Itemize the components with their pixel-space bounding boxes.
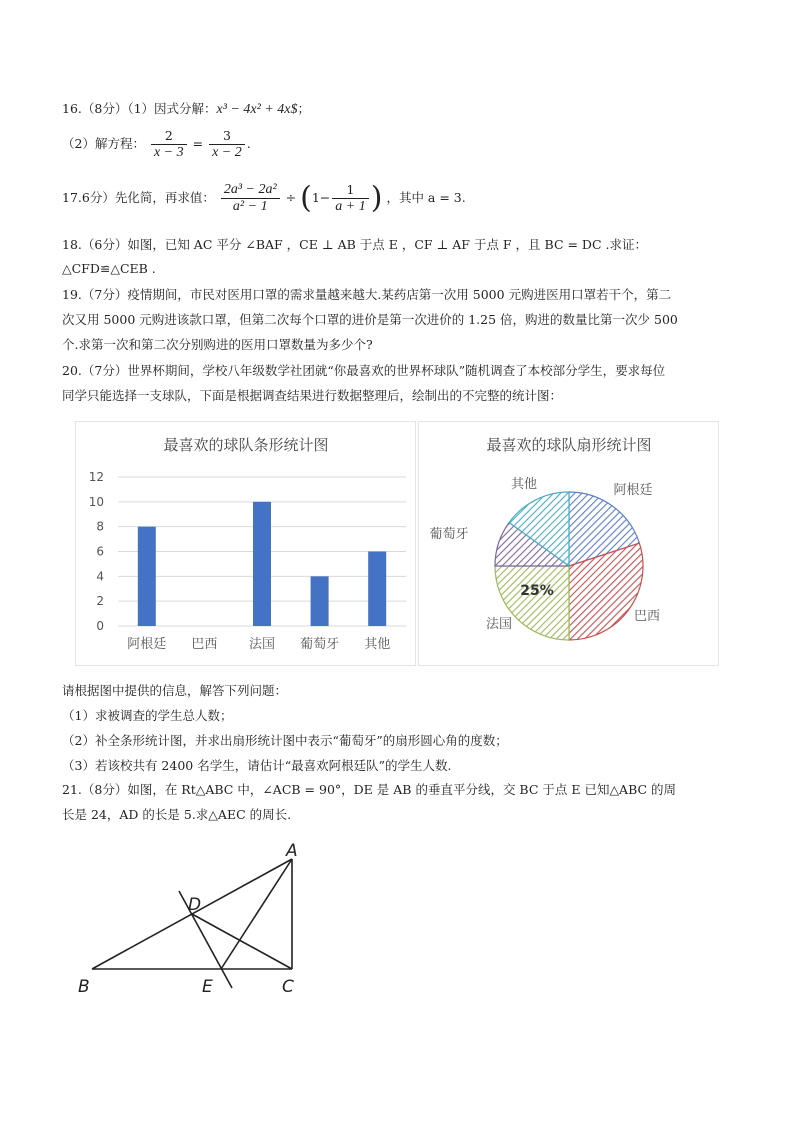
x-tick-label: 其他 xyxy=(364,637,391,652)
bar-chart-frame xyxy=(75,421,416,666)
q18-line2: △CFD≌△CEB . xyxy=(62,261,156,276)
pie-label: 阿根廷 xyxy=(613,483,653,498)
q16-expression: x³ − 4x² + 4x$ xyxy=(216,102,298,117)
pie-label: 葡萄牙 xyxy=(429,527,469,542)
q19-line1: 19.（7分）疫情期间，市民对医用口罩的需求量越来越大.某药店第一次用 5000 元购进医用口罩若干个，第二 xyxy=(62,287,672,302)
x-tick-label: 巴西 xyxy=(191,637,218,652)
q17-fraction-main: $\frac{\text{2a³ − 2a²}}{\text{a² − 1}}$ xyxy=(221,182,280,215)
x-tick-label: 法国 xyxy=(248,637,276,652)
q20-sub1: （1）求被调查的学生总人数； xyxy=(62,708,233,723)
y-tick-label: 12 xyxy=(88,470,104,484)
pie-annotation: 25% xyxy=(520,583,554,599)
pie-chart xyxy=(419,422,718,665)
pie-chart-title: 最喜欢的球队扇形统计图 xyxy=(486,436,652,454)
pie-label: 法国 xyxy=(485,617,513,632)
bar-chart xyxy=(76,422,415,665)
bar-法国 xyxy=(253,502,271,626)
q20-intro: 请根据图中提供的信息，解答下列问题： xyxy=(62,683,288,698)
q18-line1: 18.（6分）如图，已知 AC 平分 ∠BAF ，CE ⊥ AB 于点 E ，CF ⊥ AF 于点 F ，且 BC = DC .求证： xyxy=(62,237,647,252)
label-A: A xyxy=(286,841,298,861)
x-tick-label: 阿根廷 xyxy=(127,637,167,652)
label-C: C xyxy=(282,977,294,997)
y-tick-label: 2 xyxy=(96,594,104,609)
y-tick-label: 4 xyxy=(96,569,104,584)
bar-其他 xyxy=(368,552,386,627)
q19-line3: 个.求第一次和第二次分别购进的医用口罩数量为多少个? xyxy=(62,337,373,352)
label-D: D xyxy=(188,895,202,915)
q16-fraction-left: $\frac{2}{x - 3}$ xyxy=(151,128,187,161)
q16-line1: 16.（8分）（1）因式分解：x³ − 4x² + 4x$； xyxy=(62,101,310,117)
q17-fraction-inner: $\frac{1}{a + 1}$ xyxy=(332,182,368,215)
q16-fraction-right: $\frac{3}{x - 2}$ xyxy=(209,128,245,161)
q19-line2: 次又用 5000 元购进该款口罩，但第二次每个口罩的进价是第一次进价的 1.25 倍，购进的数量比第一次少 500 xyxy=(62,312,678,327)
q20-line2: 同学只能选择一支球队，下面是根据调查结果进行数据整理后，绘制出的不完整的统计图： xyxy=(62,388,563,403)
q17-line: 17.6分）先化简，再求值： $\frac{\text{2a³ − 2a²}}{\text{a² − 1}}$ ÷ (1− $\frac{1}{a + 1}$ ) ，其中 a = 3. xyxy=(62,180,466,216)
pie-chart-frame xyxy=(418,421,719,666)
pie-label: 其他 xyxy=(510,477,538,492)
y-tick-label: 8 xyxy=(96,519,104,534)
bar-阿根廷 xyxy=(138,527,156,626)
q20-line1: 20.（7分）世界杯期间，学校八年级数学社团就“你最喜欢的世界杯球队”随机调查了本校部分学生，要求每位 xyxy=(62,363,666,378)
segment-AE xyxy=(221,859,292,969)
bar-chart-title: 最喜欢的球队条形统计图 xyxy=(163,436,329,454)
q16-line2: （2）解方程： $\frac{2}{x - 3}$ = $\frac{3}{x - 2}$ . xyxy=(62,128,251,160)
q21-line2: 长是 24，AD 的长是 5.求△AEC 的周长. xyxy=(62,807,292,822)
q21-line1: 21.（8分）如图，在 Rt△ABC 中，∠ACB = 90°，DE 是 AB 的垂直平分线，交 BC 于点 E 已知△ABC 的周 xyxy=(62,782,677,797)
y-tick-label: 0 xyxy=(96,619,104,633)
y-tick-label: 10 xyxy=(88,494,104,509)
bar-葡萄牙 xyxy=(311,576,329,626)
triangle-figure xyxy=(70,836,330,1001)
pie-label: 巴西 xyxy=(633,609,661,624)
q20-sub3: （3）若该校共有 2400 名学生，请估计“最喜欢阿根廷队”的学生人数. xyxy=(62,758,452,773)
q20-sub2: （2）补全条形统计图，并求出扇形统计图中表示“葡萄牙”的扇形圆心角的度数； xyxy=(62,733,508,748)
x-tick-label: 葡萄牙 xyxy=(300,637,340,652)
label-E: E xyxy=(202,977,213,997)
segment-DE xyxy=(179,891,232,988)
y-tick-label: 6 xyxy=(96,544,104,559)
label-B: B xyxy=(78,977,90,997)
